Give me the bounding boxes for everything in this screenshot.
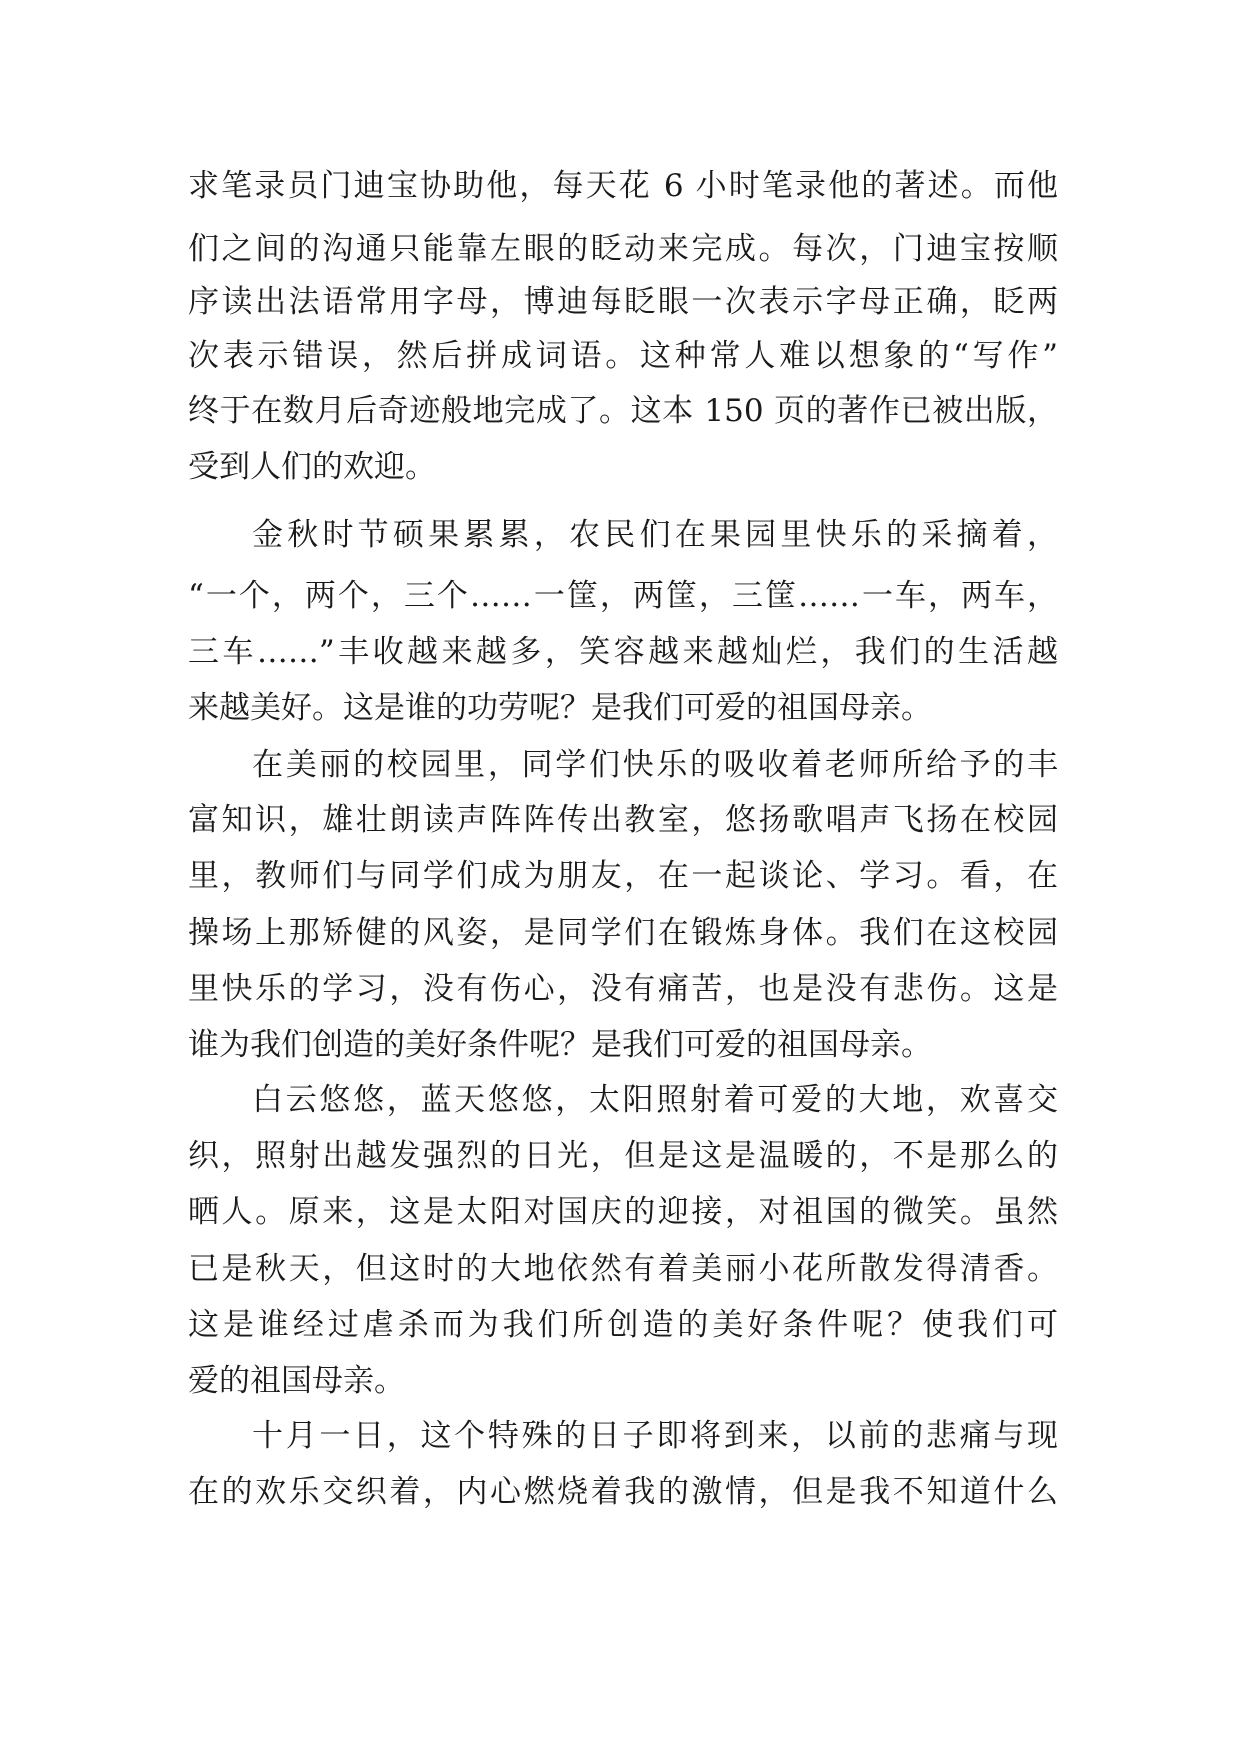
text-line: 求笔录员门迪宝协助他，每天花 6 小时笔录他的著述。而他 [188,168,1058,204]
text-line: 已是秋天，但这时的大地依然有着美丽小花所散发得清香。 [188,1251,1058,1287]
text-line: 里快乐的学习，没有伤心，没有痛苦，也是没有悲伤。这是 [188,971,1058,1007]
text-line: 晒人。原来，这是太阳对国庆的迎接，对祖国的微笑。虽然 [188,1194,1058,1230]
paragraph-first-line: 金秋时节硕果累累，农民们在果园里快乐的采摘着， [252,517,1058,553]
text-line: 们之间的沟通只能靠左眼的眨动来完成。每次，门迪宝按顺 [188,231,1058,267]
text-line: 织，照射出越发强烈的日光，但是这是温暖的，不是那么的 [188,1138,1058,1174]
text-line: 次表示错误，然后拼成词语。这种常人难以想象的“写作” [188,338,1058,374]
text-line: 里，教师们与同学们成为朋友，在一起谈论、学习。看，在 [188,858,1058,894]
text-line: 来越美好。这是谁的功劳呢？是我们可爱的祖国母亲。 [188,690,932,726]
text-line: 终于在数月后奇迹般地完成了。这本 150 页的著作已被出版， [188,393,1058,429]
text-line: 爱的祖国母亲。 [188,1363,405,1399]
paragraph-first-line: 白云悠悠，蓝天悠悠，太阳照射着可爱的大地，欢喜交 [252,1082,1058,1118]
text-line: 受到人们的欢迎。 [188,449,436,485]
text-line: 谁为我们创造的美好条件呢？是我们可爱的祖国母亲。 [188,1027,932,1063]
text-line: 这是谁经过虐杀而为我们所创造的美好条件呢？使我们可 [188,1307,1058,1343]
text-line: 在的欢乐交织着，内心燃烧着我的激情，但是我不知道什么 [188,1474,1058,1510]
text-line: 富知识，雄壮朗读声阵阵传出教室，悠扬歌唱声飞扬在校园 [188,802,1058,838]
paragraph-first-line: 在美丽的校园里，同学们快乐的吸收着老师所给予的丰 [252,747,1058,783]
text-line: “一个，两个，三个……一筐，两筐，三筐……一车，两车， [188,578,1058,614]
text-line: 序读出法语常用字母，博迪每眨眼一次表示字母正确，眨两 [188,284,1058,320]
text-line: 三车……”丰收越来越多，笑容越来越灿烂，我们的生活越 [188,634,1058,670]
text-line: 操场上那矫健的风姿，是同学们在锻炼身体。我们在这校园 [188,915,1058,951]
paragraph-first-line: 十月一日，这个特殊的日子即将到来，以前的悲痛与现 [252,1418,1058,1454]
